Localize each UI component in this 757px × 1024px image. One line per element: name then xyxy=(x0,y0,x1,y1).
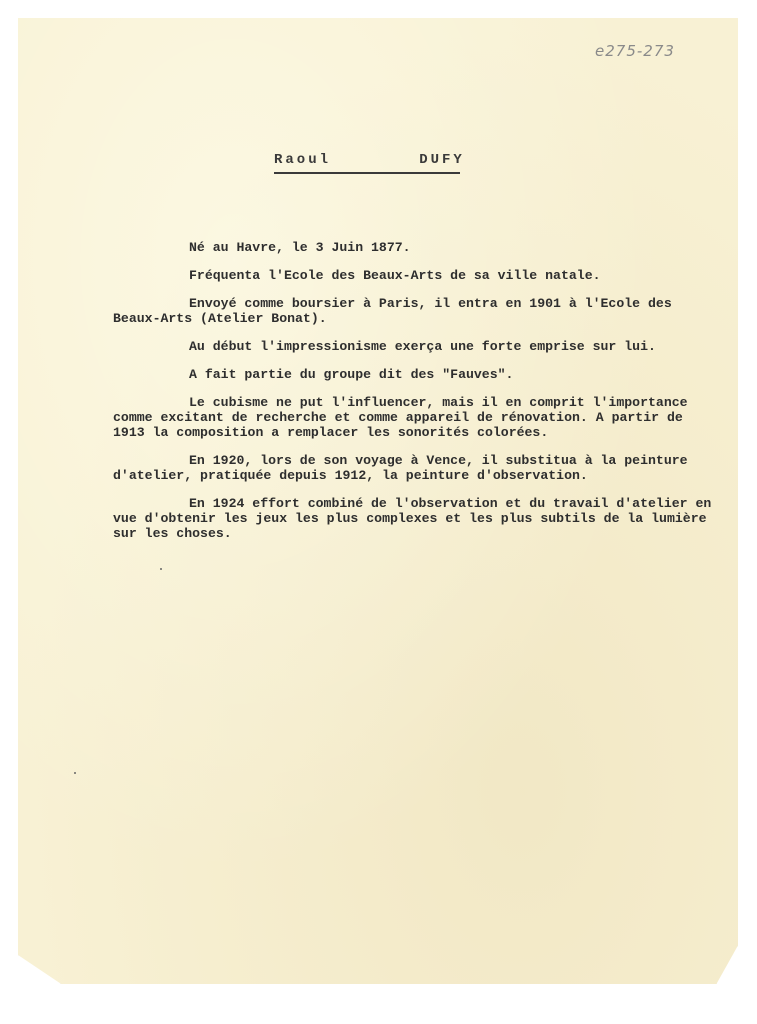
paragraph-school: Fréquenta l'Ecole des Beaux-Arts de sa ville natale. xyxy=(189,268,601,283)
paragraph-birth: Né au Havre, le 3 Juin 1877. xyxy=(189,240,411,255)
paper-speck xyxy=(160,568,162,570)
paragraph-fauves: A fait partie du groupe dit des "Fauves". xyxy=(189,367,514,382)
paragraph-cubism: Le cubisme ne put l'influencer, mais il en comprit l'importance comme excitant de recherche et comme appareil de rénovation. A partir de 1913 la composition a remplacer les sonorités colorées. xyxy=(113,395,688,440)
paper-speck xyxy=(74,772,76,774)
paragraph-impressionism: Au début l'impressionisme exerça une forte emprise sur lui. xyxy=(189,339,656,354)
paragraph-paris: Envoyé comme boursier à Paris, il entra en 1901 à l'Ecole des Beaux-Arts (Atelier Bonat). xyxy=(113,296,672,326)
handwritten-reference-note: e275-273 xyxy=(595,42,675,60)
document-title: Raoul DUFY xyxy=(274,152,460,174)
document-body xyxy=(113,240,718,554)
paragraph-1924: En 1924 effort combiné de l'observation et du travail d'atelier en vue d'obtenir les jeux les plus complexes et les plus subtils de la lumière sur les choses. xyxy=(113,496,712,541)
paragraph-vence: En 1920, lors de son voyage à Vence, il substitua à la peinture d'atelier, pratiquée depuis 1912, la peinture d'observation. xyxy=(113,453,688,483)
